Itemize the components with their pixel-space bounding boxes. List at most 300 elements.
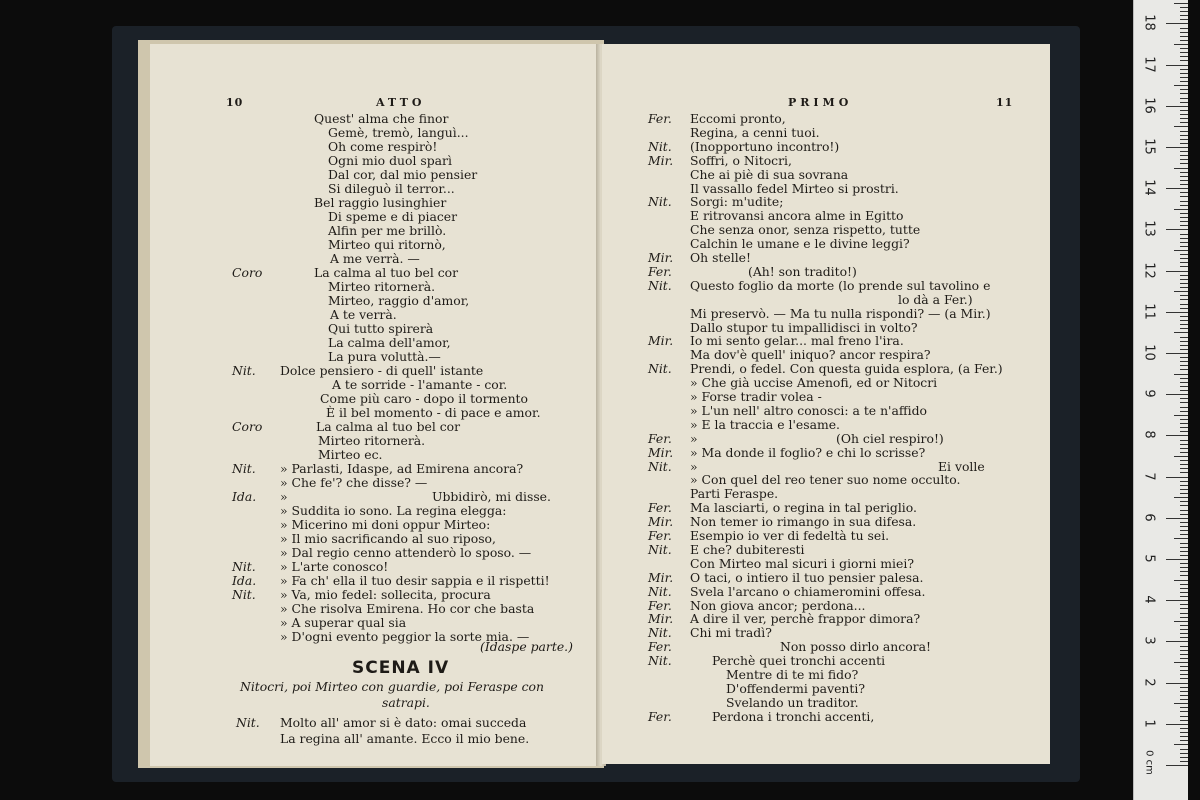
ruler-tick <box>1180 118 1188 119</box>
ruler-number: 16 <box>1141 97 1157 114</box>
verse-line: Parti Feraspe. <box>690 486 779 502</box>
ruler-tick <box>1180 386 1188 387</box>
verse-line: » Micerino mi doni oppur Mirteo: <box>280 517 491 532</box>
ruler-tick <box>1180 143 1188 144</box>
ruler-tick <box>1166 518 1188 519</box>
ruler-tick <box>1180 159 1188 160</box>
speaker-label: Fer. <box>648 430 672 446</box>
ruler-tick <box>1180 114 1188 115</box>
speaker-label: Coro <box>232 419 263 434</box>
verse-line: » L'arte conosco! <box>280 559 389 574</box>
ruler-tick <box>1180 448 1188 449</box>
verse-line: O taci, o intiero il tuo pensier palesa. <box>690 569 924 585</box>
ruler-tick <box>1174 538 1188 539</box>
ruler-tick <box>1180 52 1188 53</box>
ruler-tick <box>1174 85 1188 86</box>
ruler-tick <box>1180 213 1188 214</box>
ruler-number: 9 <box>1141 389 1157 398</box>
ruler-tick <box>1180 588 1188 589</box>
verse-line: Non giova ancor; perdona... <box>690 597 866 613</box>
ruler-tick <box>1174 621 1188 622</box>
ruler-tick <box>1166 435 1188 436</box>
ruler-tick <box>1180 398 1188 399</box>
ruler-tick <box>1166 271 1188 272</box>
ruler-tick <box>1180 40 1188 41</box>
ruler-tick <box>1180 73 1188 74</box>
verse-line: Dallo stupor tu impallidisci in volto? <box>690 319 918 335</box>
verse-line: Oh stelle! <box>690 250 751 265</box>
ruler-tick <box>1166 683 1188 684</box>
verse-line: Molto all' amor si è dato: omai succeda <box>280 715 527 730</box>
ruler-tick <box>1180 633 1188 634</box>
verse-line: Mirteo, raggio d'amor, <box>328 293 470 308</box>
ruler-tick <box>1180 304 1188 305</box>
verse-line: Non posso dirlo ancora! <box>780 639 931 655</box>
verse-line: Dal cor, dal mio pensier <box>328 167 478 182</box>
scene-description-line-2: satrapi. <box>382 695 430 710</box>
ruler-tick <box>1174 291 1188 292</box>
verse-line: » Che già uccise Amenofi, ed or Nitocri <box>690 375 938 391</box>
ruler-tick <box>1180 295 1188 296</box>
ruler-tick <box>1180 163 1188 164</box>
verse-line: Mi preservò. — Ma tu nulla rispondi? — (a Mir.) <box>690 305 991 321</box>
ruler-tick <box>1180 266 1188 267</box>
ruler-tick <box>1174 332 1188 333</box>
ruler-tick <box>1180 613 1188 614</box>
ruler-tick <box>1180 217 1188 218</box>
ruler-tick <box>1180 522 1188 523</box>
verse-line: (Inopportuno incontro!) <box>690 138 840 154</box>
verse-line: A me verrà. — <box>330 251 420 266</box>
ruler-tick <box>1180 604 1188 605</box>
ruler-tick <box>1180 637 1188 638</box>
ruler-tick <box>1180 440 1188 441</box>
ruler-number: 11 <box>1141 303 1157 320</box>
speaker-label: Coro <box>232 265 263 280</box>
ruler-tick <box>1180 135 1188 136</box>
ruler-tick <box>1166 312 1188 313</box>
ruler-tick <box>1180 534 1188 535</box>
speaker-label: Fer. <box>648 263 672 279</box>
verse-line: La pura voluttà.— <box>328 349 441 364</box>
speaker-label: Fer. <box>648 597 672 613</box>
ruler-tick <box>1166 394 1188 395</box>
ruler-tick <box>1180 608 1188 609</box>
verse-line: » <box>690 458 698 474</box>
speaker-label: Ida. <box>232 573 257 588</box>
verse-line: » Che fe'? che disse? — <box>280 475 428 490</box>
ruler-tick <box>1180 629 1188 630</box>
verse-line: E che? dubiteresti <box>690 541 805 557</box>
ruler-tick <box>1180 431 1188 432</box>
ruler-tick <box>1180 617 1188 618</box>
ruler-number: 8 <box>1141 430 1157 440</box>
ruler-tick <box>1180 464 1188 465</box>
ruler-tick <box>1180 139 1188 140</box>
ruler-tick <box>1180 481 1188 482</box>
verse-line: È il bel momento - di pace e amor. <box>326 405 541 420</box>
verse-line: Ma lasciarti, o regina in tal periglio. <box>690 500 917 516</box>
verse-line: Esempio io ver di fedeltà tu sei. <box>690 528 890 543</box>
ruler-tick <box>1180 567 1188 568</box>
speaker-label: Nit. <box>648 277 672 293</box>
ruler-number: 17 <box>1141 55 1157 73</box>
ruler-tick <box>1174 126 1188 127</box>
ruler-tick <box>1180 328 1188 329</box>
ruler-tick <box>1166 641 1188 642</box>
speaker-label: Mir. <box>648 333 674 349</box>
scene-description-line-1: Nitocri, poi Mirteo con guardie, poi Feraspe con <box>240 679 544 694</box>
ruler-tick <box>1180 56 1188 57</box>
ruler-tick <box>1180 93 1188 94</box>
verse-line: Perdona i tronchi accenti, <box>712 708 875 724</box>
verse-line: Con Mirteo mal sicuri i giorni miei? <box>690 555 914 571</box>
ruler-tick <box>1174 497 1188 498</box>
ruler-tick <box>1180 180 1188 181</box>
ruler-tick <box>1180 151 1188 152</box>
ruler-tick <box>1180 89 1188 90</box>
ruler-tick <box>1180 407 1188 408</box>
ruler-tick <box>1180 720 1188 721</box>
ruler-tick <box>1166 724 1188 725</box>
verse-line: A dire il ver, perchè frappor dimora? <box>690 611 921 627</box>
ruler-tick <box>1180 357 1188 358</box>
ruler-tick <box>1166 106 1188 107</box>
speaker-label: Nit. <box>232 363 256 378</box>
ruler-tick <box>1180 48 1188 49</box>
ruler-tick <box>1180 551 1188 552</box>
ruler-number: 3 <box>1141 636 1157 646</box>
speaker-label: Nit. <box>648 361 672 377</box>
ruler-tick <box>1180 32 1188 33</box>
speaker-label: Ida. <box>232 489 257 504</box>
speaker-label: Nit. <box>236 715 260 730</box>
ruler-tick <box>1180 192 1188 193</box>
ruler-tick <box>1180 11 1188 12</box>
ruler-tick <box>1174 209 1188 210</box>
ruler-tick <box>1180 122 1188 123</box>
ruler-tick <box>1180 345 1188 346</box>
speaker-label: Mir. <box>648 444 674 460</box>
speaker-label: Nit. <box>232 587 256 602</box>
ruler-tick <box>1180 757 1188 758</box>
ruler-tick <box>1166 147 1188 148</box>
ruler-tick <box>1180 761 1188 762</box>
ruler-tick <box>1180 201 1188 202</box>
ruler-tick <box>1180 489 1188 490</box>
ruler-tick <box>1180 571 1188 572</box>
verse-line: Calchin le umane e le divine leggi? <box>690 236 910 252</box>
verse-line: La calma al tuo bel cor <box>316 419 461 434</box>
verse-line: Si dileguò il terror... <box>328 181 455 196</box>
ruler-tick <box>1174 662 1188 663</box>
ruler-tick <box>1166 559 1188 560</box>
verse-line: » A superar qual sia <box>280 615 407 630</box>
speaker-label: Nit. <box>232 559 256 574</box>
ruler-tick <box>1180 378 1188 379</box>
ruler-tick <box>1180 526 1188 527</box>
ruler-tick <box>1174 744 1188 745</box>
verse-line: D'offendermi paventi? <box>726 680 865 696</box>
verse-line: » <box>280 489 288 504</box>
ruler-tick <box>1180 258 1188 259</box>
verse-line: La regina all' amante. Ecco il mio bene. <box>280 731 530 746</box>
ruler-tick <box>1180 320 1188 321</box>
verse-line: Alfin per me brillò. <box>328 223 447 238</box>
verse-line: Mirteo ec. <box>318 447 383 462</box>
ruler-tick <box>1180 687 1188 688</box>
ruler-tick <box>1180 131 1188 132</box>
ruler-tick <box>1180 749 1188 750</box>
verse-line: Mirteo qui ritornò, <box>328 237 446 252</box>
ruler-tick <box>1180 155 1188 156</box>
ruler-tick <box>1180 658 1188 659</box>
verse-line: La calma dell'amor, <box>328 335 451 350</box>
ruler-tick <box>1180 711 1188 712</box>
ruler-tick <box>1180 563 1188 564</box>
ruler-number: 4 <box>1141 595 1157 604</box>
ruler-tick <box>1180 505 1188 506</box>
ruler-tick <box>1180 460 1188 461</box>
ruler-tick <box>1174 580 1188 581</box>
verse-line-right: Ei volle <box>938 458 985 474</box>
ruler-tick <box>1180 654 1188 655</box>
verse-line: Sorgi: m'udite; <box>690 194 784 210</box>
ruler-number: 18 <box>1141 14 1157 32</box>
ruler-tick <box>1174 168 1188 169</box>
ruler-tick <box>1180 452 1188 453</box>
ruler-tick <box>1180 77 1188 78</box>
verse-line: » Ma donde il foglio? e chi lo scrisse? <box>690 444 926 460</box>
ruler-number: 7 <box>1141 471 1157 481</box>
verse-line: Di speme e di piacer <box>328 209 458 224</box>
verse-line: Soffri, o Nitocri, <box>690 152 792 168</box>
verse-line: La calma al tuo bel cor <box>314 265 459 280</box>
ruler-tick <box>1180 60 1188 61</box>
speaker-label: Fer. <box>648 708 672 724</box>
verse-line: Oh come respirò! <box>328 139 438 154</box>
ruler-tick <box>1166 229 1188 230</box>
verse-line: » D'ogni evento peggior la sorte mia. — <box>280 629 530 644</box>
ruler-tick <box>1180 324 1188 325</box>
ruler-tick <box>1166 600 1188 601</box>
ruler-tick <box>1180 69 1188 70</box>
verse-line: Mirteo ritornerà. <box>328 279 436 294</box>
verse-line: A te sorride - l'amante - cor. <box>332 377 508 392</box>
ruler-tick <box>1180 361 1188 362</box>
ruler-tick <box>1180 728 1188 729</box>
ruler-tick <box>1180 299 1188 300</box>
ruler-tick <box>1180 596 1188 597</box>
verse-line: » L'un nell' altro conosci: a te n'affido <box>690 402 928 418</box>
verse-line: Prendi, o fedel. Con questa guida esplora, (a Fer.) <box>690 361 1003 377</box>
ruler-number: 6 <box>1141 513 1157 522</box>
ruler-tick <box>1180 110 1188 111</box>
speaker-label: Nit. <box>648 653 672 669</box>
verse-line: Eccomi pronto, <box>690 111 786 126</box>
verse-line: Ma dov'è quell' iniquo? ancor respira? <box>690 347 931 363</box>
speaker-label: Mir. <box>648 152 674 168</box>
verse-line: A te verrà. <box>330 307 397 322</box>
ruler-tick <box>1180 221 1188 222</box>
ruler-tick <box>1166 188 1188 189</box>
verse-line: » E la traccia e l'esame. <box>690 416 840 432</box>
ruler-tick <box>1180 493 1188 494</box>
verse-line: Svela l'arcano o chiameromini offesa. <box>690 583 926 599</box>
ruler-tick <box>1180 485 1188 486</box>
verse-line: (Ah! son tradito!) <box>748 263 857 279</box>
ruler-number: 2 <box>1141 677 1157 687</box>
ruler-tick <box>1174 44 1188 45</box>
ruler-tick <box>1180 501 1188 502</box>
ruler-tick <box>1180 15 1188 16</box>
ruler-tick <box>1180 242 1188 243</box>
verse-line: Quest' alma che finor <box>314 111 449 126</box>
verse-line: E ritrovansi ancora alme in Egitto <box>690 208 904 224</box>
speaker-label: Mir. <box>648 611 674 627</box>
stage-direction: (Idaspe parte.) <box>480 639 573 654</box>
ruler-unit-label: 0 cm <box>1143 750 1155 775</box>
ruler-tick <box>1180 670 1188 671</box>
ruler-tick <box>1180 341 1188 342</box>
verse-line: » Fa ch' ella il tuo desir sappia e il rispetti! <box>280 573 550 588</box>
ruler-number: 5 <box>1141 554 1157 563</box>
right-page <box>602 44 1050 764</box>
ruler-tick <box>1180 254 1188 255</box>
verse-line: » Il mio sacrificando al suo riposo, <box>280 531 496 546</box>
page-number-right: 11 <box>996 96 1014 109</box>
verse-line: Ogni mio duol sparì <box>328 153 452 168</box>
ruler-tick <box>1180 369 1188 370</box>
verse-line: Io mi sento gelar... mal freno l'ira. <box>690 333 904 349</box>
ruler-tick <box>1180 287 1188 288</box>
ruler-tick <box>1180 36 1188 37</box>
ruler-tick <box>1180 753 1188 754</box>
ruler-tick <box>1180 349 1188 350</box>
ruler-tick <box>1180 699 1188 700</box>
speaker-label: Nit. <box>648 194 672 210</box>
speaker-label: Mir. <box>648 250 674 265</box>
verse-line: Mirteo ritornerà. <box>318 433 426 448</box>
ruler-tick <box>1180 205 1188 206</box>
ruler-tick <box>1180 172 1188 173</box>
ruler-number: 10 <box>1141 344 1157 361</box>
ruler-tick <box>1180 740 1188 741</box>
ruler-tick <box>1180 584 1188 585</box>
ruler-tick <box>1180 472 1188 473</box>
ruler-tick <box>1180 184 1188 185</box>
ruler-tick <box>1166 765 1188 766</box>
scene-title: SCENA IV <box>352 658 450 678</box>
speaker-label: Fer. <box>648 500 672 516</box>
ruler-tick <box>1180 707 1188 708</box>
speaker-label: Mir. <box>648 569 674 585</box>
ruler-tick <box>1180 81 1188 82</box>
verse-line: Qui tutto spirerà <box>328 321 434 336</box>
ruler-tick <box>1180 7 1188 8</box>
ruler-tick <box>1174 3 1188 4</box>
verse-line: » Che risolva Emirena. Ho cor che basta <box>280 601 535 616</box>
ruler-tick <box>1180 98 1188 99</box>
speaker-label: Nit. <box>648 541 672 557</box>
verse-line: Dolce pensiero - di quell' istante <box>280 363 484 378</box>
ruler-number: 14 <box>1141 179 1157 196</box>
ruler-tick <box>1174 374 1188 375</box>
ruler-tick <box>1180 419 1188 420</box>
ruler-tick <box>1180 238 1188 239</box>
ruler-tick <box>1174 456 1188 457</box>
ruler-tick <box>1180 275 1188 276</box>
ruler-tick <box>1180 28 1188 29</box>
verse-line: » <box>690 430 698 446</box>
verse-line: » Dal regio cenno attenderò lo sposo. — <box>280 545 532 560</box>
speaker-label: Fer. <box>648 528 672 543</box>
ruler-number: 13 <box>1141 220 1157 238</box>
verse-line: » Suddita io sono. La regina elegga: <box>280 503 507 518</box>
verse-line: Chi mi tradì? <box>690 625 772 641</box>
ruler-tick <box>1180 543 1188 544</box>
ruler-tick <box>1180 262 1188 263</box>
ruler-tick <box>1166 477 1188 478</box>
ruler-tick <box>1174 415 1188 416</box>
verse-line: Questo foglio da morte (lo prende sul tavolino e <box>690 277 991 293</box>
speaker-label: Nit. <box>232 461 256 476</box>
verse-line: » Parlasti, Idaspe, ad Emirena ancora? <box>280 461 524 476</box>
verse-line: Il vassallo fedel Mirteo si prostri. <box>690 180 899 196</box>
verse-line-right: Ubbidirò, mi disse. <box>432 489 551 504</box>
ruler-tick <box>1166 65 1188 66</box>
ruler-tick <box>1180 234 1188 235</box>
verse-line: Come più caro - dopo il tormento <box>320 391 528 406</box>
ruler-tick <box>1180 316 1188 317</box>
ruler-tick <box>1180 592 1188 593</box>
speaker-label: Fer. <box>648 639 672 655</box>
ruler-tick <box>1180 279 1188 280</box>
ruler-tick <box>1180 468 1188 469</box>
ruler-tick <box>1180 547 1188 548</box>
ruler-tick <box>1180 176 1188 177</box>
ruler-tick <box>1180 732 1188 733</box>
ruler-tick <box>1180 555 1188 556</box>
ruler-tick <box>1166 353 1188 354</box>
verse-line: lo dà a Fer.) <box>898 291 973 307</box>
ruler-tick <box>1180 650 1188 651</box>
ruler-tick <box>1180 225 1188 226</box>
ruler-tick <box>1180 695 1188 696</box>
ruler-tick <box>1180 625 1188 626</box>
ruler-tick <box>1180 337 1188 338</box>
ruler-number: 15 <box>1141 138 1157 155</box>
ruler-tick <box>1180 510 1188 511</box>
speaker-label: Nit. <box>648 458 672 474</box>
ruler-tick <box>1180 674 1188 675</box>
verse-line: Svelando un traditor. <box>726 694 859 710</box>
speaker-label: Nit. <box>648 583 672 599</box>
page-number-left: 10 <box>226 96 244 109</box>
speaker-label: Mir. <box>648 514 674 530</box>
ruler-tick <box>1180 646 1188 647</box>
verse-line: » Va, mio fedel: sollecita, procura <box>280 587 491 602</box>
ruler-tick <box>1180 308 1188 309</box>
ruler-tick <box>1174 703 1188 704</box>
speaker-label: Nit. <box>648 625 672 641</box>
ruler-tick <box>1180 382 1188 383</box>
ruler-tick <box>1180 246 1188 247</box>
ruler-tick <box>1180 736 1188 737</box>
ruler-tick <box>1180 514 1188 515</box>
left-page <box>150 44 598 766</box>
ruler-tick <box>1180 575 1188 576</box>
